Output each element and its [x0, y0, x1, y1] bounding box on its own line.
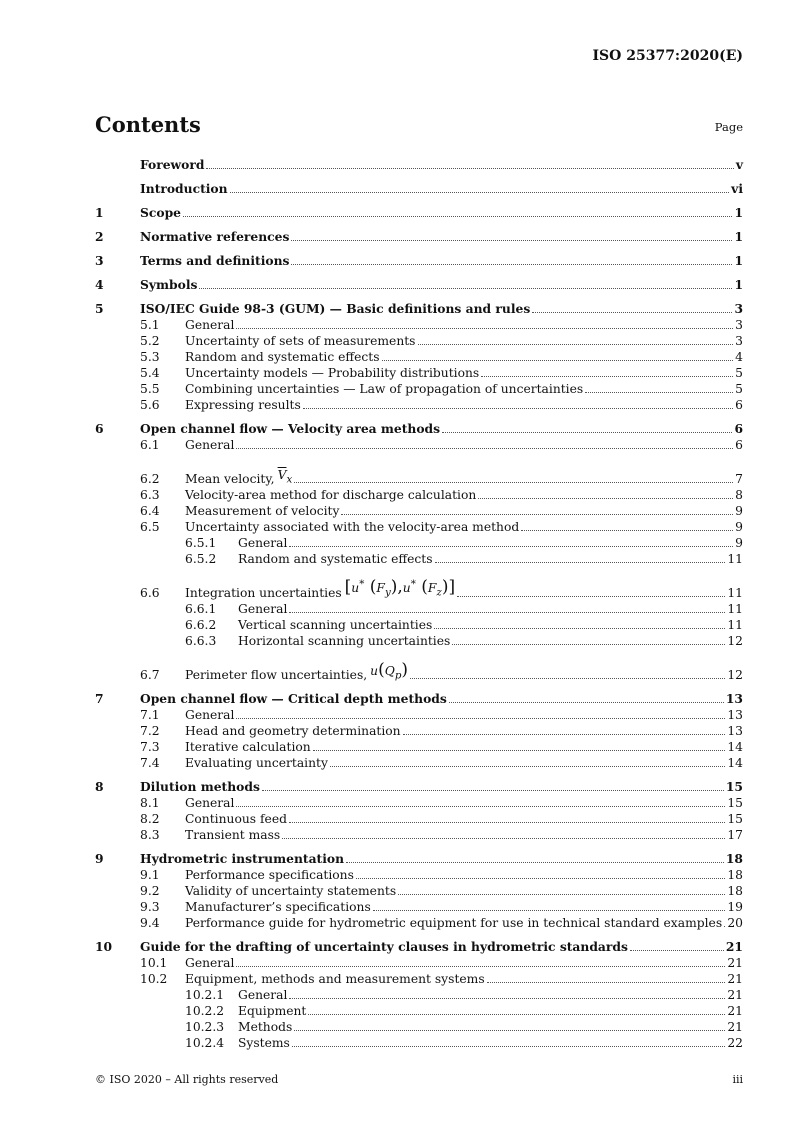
toc-entry-page[interactable]: 14 — [727, 756, 743, 770]
dot-leader — [292, 1046, 725, 1047]
dot-leader — [291, 264, 732, 265]
toc-entry[interactable] — [95, 519, 743, 535]
toc-entry[interactable] — [95, 181, 743, 197]
toc-entry-title[interactable]: Guide for the drafting of uncertainty clauses in hydrometric standards — [140, 939, 628, 954]
toc-entry-title[interactable]: Terms and definitions — [140, 253, 290, 268]
dot-leader — [183, 216, 732, 217]
toc-entry-number: 6.3 — [140, 488, 160, 502]
toc-entry-number: 3 — [95, 253, 104, 268]
toc-entry-title[interactable]: Manufacturer’s specifications — [185, 900, 371, 914]
toc-entry[interactable] — [95, 465, 743, 487]
toc-entry[interactable] — [95, 899, 743, 915]
toc-entry-number: 6.6.3 — [185, 634, 217, 648]
formula-subscript: y — [384, 587, 391, 599]
dot-leader — [313, 750, 726, 751]
toc-entry[interactable] — [95, 487, 743, 503]
toc-entry[interactable] — [95, 1003, 743, 1019]
toc-entry-title[interactable]: Uncertainty models — Probability distributions — [185, 366, 480, 380]
toc-entry-title[interactable]: Measurement of velocity — [185, 504, 340, 518]
toc-entry-title[interactable]: Introduction — [140, 181, 228, 196]
toc-entry-number: 5.2 — [140, 334, 160, 348]
page-title: Contents — [95, 112, 201, 137]
toc-entry-page[interactable]: 15 — [727, 796, 743, 810]
toc-entry-page[interactable]: 1 — [734, 253, 743, 268]
dot-leader — [521, 530, 733, 531]
toc-entry-number: 6.2 — [140, 472, 160, 486]
toc-entry[interactable] — [95, 915, 743, 931]
toc-entry-number: 8.1 — [140, 796, 160, 810]
toc-entry-number: 10.2.4 — [185, 1036, 225, 1050]
table-of-contents — [95, 157, 743, 1051]
toc-entry-page[interactable]: 13 — [725, 691, 743, 706]
toc-entry-page[interactable]: 21 — [725, 939, 743, 954]
toc-entry-number: 9 — [95, 851, 104, 866]
dot-leader — [289, 998, 725, 999]
toc-entry-formula: $u(Q_p)$ — [370, 659, 409, 681]
toc-entry[interactable] — [95, 601, 743, 617]
toc-entry-page[interactable]: 11 — [727, 552, 743, 566]
toc-entry[interactable] — [95, 883, 743, 899]
page-number: iii — [732, 1073, 743, 1086]
toc-entry-number: 6.6.1 — [185, 602, 217, 616]
toc-entry-page[interactable]: 13 — [727, 724, 743, 738]
toc-entry-title[interactable]: Random and systematic effects — [238, 552, 433, 566]
toc-entry-page[interactable]: 18 — [727, 868, 743, 882]
toc-entry-title[interactable]: ISO/IEC Guide 98-3 (GUM) — Basic definitions and rules — [140, 301, 531, 316]
toc-entry-page[interactable]: 20 — [727, 916, 743, 930]
toc-entry-page[interactable]: 21 — [727, 988, 743, 1002]
toc-entry[interactable] — [95, 827, 743, 843]
toc-entry-title[interactable]: Expressing results — [185, 398, 301, 412]
toc-entry-number: 7.3 — [140, 740, 160, 754]
formula-symbol: u — [351, 581, 360, 596]
dot-leader — [410, 678, 725, 679]
toc-entry[interactable] — [95, 661, 743, 683]
toc-entry-page[interactable]: 9 — [735, 520, 743, 534]
toc-entry-number: 6.5 — [140, 520, 160, 534]
toc-entry-title[interactable]: Transient mass — [185, 828, 281, 842]
formula-symbol: u — [370, 663, 379, 678]
dot-leader — [291, 240, 732, 241]
toc-entry-page[interactable]: 6 — [735, 438, 743, 452]
toc-entry-title[interactable]: General — [185, 438, 235, 452]
toc-entry-title[interactable]: Random and systematic effects — [185, 350, 380, 364]
toc-entry-number: 6.6.2 — [185, 618, 217, 632]
toc-entry[interactable] — [95, 381, 743, 397]
toc-entry-page[interactable]: 4 — [735, 350, 743, 364]
toc-entry-page[interactable]: 1 — [734, 205, 743, 220]
dot-leader — [236, 806, 725, 807]
toc-entry-title[interactable]: Continuous feed — [185, 812, 287, 826]
toc-entry-number: 9.3 — [140, 900, 160, 914]
toc-entry-number: 10 — [95, 939, 113, 954]
toc-entry-title[interactable]: Open channel flow — Velocity area methods — [140, 421, 441, 436]
toc-entry-number: 7.1 — [140, 708, 160, 722]
toc-entry-title[interactable]: Hydrometric instrumentation — [140, 851, 345, 866]
dot-leader — [630, 950, 724, 951]
formula-subscript: x — [286, 473, 293, 485]
toc-entry-number: 5 — [95, 301, 104, 316]
copyright-notice: © ISO 2020 – All rights reserved — [95, 1073, 279, 1086]
dot-leader — [289, 822, 725, 823]
dot-leader — [199, 288, 732, 289]
toc-entry[interactable] — [95, 579, 743, 601]
toc-entry[interactable] — [95, 987, 743, 1003]
toc-entry[interactable] — [95, 301, 743, 317]
dot-leader — [532, 312, 732, 313]
toc-entry[interactable] — [95, 349, 743, 365]
toc-entry[interactable] — [95, 867, 743, 883]
toc-entry-title[interactable]: Uncertainty of sets of measurements — [185, 334, 416, 348]
toc-entry-number: 6.5.1 — [185, 536, 217, 550]
toc-entry-page[interactable]: 18 — [725, 851, 743, 866]
toc-entry-title[interactable]: General — [238, 602, 288, 616]
formula-symbol: F — [376, 581, 385, 596]
dot-leader — [262, 790, 724, 791]
toc-entry-title[interactable]: Symbols — [140, 277, 198, 292]
toc-entry-number: 6 — [95, 421, 104, 436]
toc-entry-number: 5.4 — [140, 366, 160, 380]
toc-entry-page[interactable]: 11 — [727, 602, 743, 616]
toc-entry-title[interactable]: Mean velocity, — [185, 472, 275, 486]
toc-entry[interactable] — [95, 633, 743, 649]
toc-entry[interactable] — [95, 707, 743, 723]
toc-entry-number: 10.2.3 — [185, 1020, 225, 1034]
dot-leader — [236, 718, 725, 719]
toc-entry-number: 5.5 — [140, 382, 160, 396]
toc-entry-page[interactable]: 5 — [735, 382, 743, 396]
toc-entry-title[interactable]: Equipment, methods and measurement systems — [185, 972, 485, 986]
toc-entry[interactable] — [95, 939, 743, 955]
toc-entry[interactable] — [95, 205, 743, 221]
toc-entry-title[interactable]: Performance specifications — [185, 868, 354, 882]
toc-entry-title[interactable]: Combining uncertainties — Law of propagation of uncertainties — [185, 382, 584, 396]
formula-symbol: Q — [384, 663, 395, 678]
toc-entry[interactable] — [95, 755, 743, 771]
toc-entry-page[interactable]: 12 — [727, 634, 743, 648]
formula-subscript: z — [436, 587, 442, 599]
toc-entry-page[interactable]: 15 — [725, 779, 743, 794]
toc-entry-page[interactable]: 19 — [727, 900, 743, 914]
toc-entry[interactable] — [95, 333, 743, 349]
toc-entry-title[interactable]: Open channel flow — Critical depth methods — [140, 691, 447, 706]
toc-entry-page[interactable]: 21 — [727, 956, 743, 970]
toc-entry-number: 8 — [95, 779, 104, 794]
toc-entry-page[interactable]: 3 — [735, 334, 743, 348]
dot-leader — [457, 596, 725, 597]
formula-superscript: * — [359, 578, 365, 591]
toc-entry-number: 6.5.2 — [185, 552, 217, 566]
toc-entry-number: 5.1 — [140, 318, 160, 332]
toc-entry-page[interactable]: 8 — [735, 488, 743, 502]
dot-leader — [236, 328, 733, 329]
toc-entry-page[interactable]: 18 — [727, 884, 743, 898]
toc-entry-page[interactable]: 7 — [735, 472, 743, 486]
toc-entry-title[interactable]: Performance guide for hydrometric equipment for use in technical standard examples — [185, 916, 723, 930]
toc-entry-page[interactable]: 1 — [734, 277, 743, 292]
dot-leader — [330, 766, 725, 767]
toc-entry-title[interactable]: Equipment — [238, 1004, 307, 1018]
toc-entry-title[interactable]: General — [238, 536, 288, 550]
toc-entry[interactable] — [95, 971, 743, 987]
toc-entry-title[interactable]: Vertical scanning uncertainties — [238, 618, 433, 632]
toc-entry-number: 6.7 — [140, 668, 160, 682]
dot-leader — [341, 514, 733, 515]
dot-leader — [449, 702, 724, 703]
toc-entry-title[interactable]: Integration uncertainties — [185, 586, 342, 600]
toc-entry-page[interactable]: 1 — [734, 229, 743, 244]
toc-entry-number: 7 — [95, 691, 104, 706]
toc-entry-title[interactable]: Normative references — [140, 229, 290, 244]
toc-entry[interactable] — [95, 1035, 743, 1051]
toc-entry-number: 10.2.1 — [185, 988, 225, 1002]
dot-leader — [487, 982, 726, 983]
dot-leader — [478, 498, 733, 499]
toc-entry[interactable] — [95, 365, 743, 381]
toc-entry-page[interactable]: 9 — [735, 504, 743, 518]
dot-leader — [403, 734, 726, 735]
toc-entry-page[interactable]: 5 — [735, 366, 743, 380]
toc-entry-number: 10.2.2 — [185, 1004, 225, 1018]
toc-entry[interactable] — [95, 277, 743, 293]
toc-entry-page[interactable]: 11 — [727, 586, 743, 600]
toc-entry-title[interactable]: General — [185, 956, 235, 970]
toc-entry-title[interactable]: Uncertainty associated with the velocity-area method — [185, 520, 520, 534]
dot-leader — [282, 838, 725, 839]
toc-entry-page[interactable]: 17 — [727, 828, 743, 842]
document-id: ISO 25377:2020(E) — [592, 48, 743, 64]
toc-entry[interactable] — [95, 723, 743, 739]
toc-entry-formula — [278, 467, 293, 487]
dot-leader — [230, 192, 730, 193]
dot-leader — [398, 894, 725, 895]
toc-entry[interactable] — [95, 157, 743, 173]
toc-entry-page[interactable]: 9 — [735, 536, 743, 550]
dot-leader — [236, 448, 733, 449]
toc-entry-page[interactable]: 15 — [727, 812, 743, 826]
toc-entry[interactable] — [95, 811, 743, 827]
toc-entry-page[interactable]: 6 — [734, 421, 743, 436]
dot-leader — [206, 168, 733, 169]
toc-entry-title[interactable]: Systems — [238, 1036, 290, 1050]
dot-leader — [452, 644, 725, 645]
dot-leader — [382, 360, 734, 361]
toc-entry-number: 2 — [95, 229, 104, 244]
toc-entry-title[interactable]: Dilution methods — [140, 779, 260, 794]
dot-leader — [442, 432, 732, 433]
toc-entry-title[interactable]: Validity of uncertainty statements — [185, 884, 397, 898]
page-column-label: Page — [714, 120, 743, 134]
toc-entry-number: 6.6 — [140, 586, 160, 600]
formula-symbol: $\overline{V}$ — [277, 467, 287, 482]
toc-entry-page[interactable]: 21 — [727, 1020, 743, 1034]
toc-entry-page[interactable]: 3 — [734, 301, 743, 316]
toc-entry-page[interactable]: vi — [731, 181, 743, 196]
dot-leader — [435, 562, 726, 563]
toc-entry-number: 7.4 — [140, 756, 160, 770]
dot-leader — [481, 376, 733, 377]
dot-leader — [289, 612, 725, 613]
dot-leader — [434, 628, 725, 629]
dot-leader — [308, 1014, 725, 1015]
toc-entry-page[interactable]: 22 — [727, 1036, 743, 1050]
toc-entry[interactable] — [95, 229, 743, 245]
toc-entry-title[interactable]: Velocity-area method for discharge calculation — [185, 488, 477, 502]
toc-entry[interactable] — [95, 691, 743, 707]
toc-entry-page[interactable]: 21 — [727, 1004, 743, 1018]
toc-entry-number: 9.2 — [140, 884, 160, 898]
toc-entry[interactable] — [95, 551, 743, 567]
toc-entry[interactable] — [95, 535, 743, 551]
toc-entry-title[interactable]: Evaluating uncertainty — [185, 756, 328, 770]
toc-entry-number: 10.2 — [140, 972, 168, 986]
toc-entry-number: 1 — [95, 205, 104, 220]
toc-entry[interactable] — [95, 503, 743, 519]
formula-symbol: F — [427, 581, 437, 596]
toc-entry-number: 6.1 — [140, 438, 160, 452]
toc-entry-title[interactable]: Head and geometry determination — [185, 724, 401, 738]
dot-leader — [418, 344, 734, 345]
dot-leader — [724, 926, 725, 927]
toc-entry[interactable] — [95, 851, 743, 867]
toc-entry[interactable] — [95, 779, 743, 795]
toc-entry-number: 8.3 — [140, 828, 160, 842]
formula-subscript: p — [394, 669, 402, 681]
toc-entry[interactable] — [95, 795, 743, 811]
toc-entry-page[interactable]: 14 — [727, 740, 743, 754]
toc-entry-number: 9.4 — [140, 916, 160, 930]
toc-entry[interactable] — [95, 1019, 743, 1035]
toc-entry-title[interactable]: Perimeter flow uncertainties, — [185, 668, 368, 682]
toc-entry[interactable] — [95, 437, 743, 453]
toc-entry-formula: [u* $(F_y),u^*$ $(F_z)$] — [344, 577, 456, 599]
toc-entry-page[interactable]: 21 — [727, 972, 743, 986]
toc-entry-page[interactable]: 6 — [735, 398, 743, 412]
toc-entry-title[interactable]: General — [185, 796, 235, 810]
toc-entry-page[interactable]: 11 — [727, 618, 743, 632]
toc-entry-title[interactable]: Scope — [140, 205, 181, 220]
dot-leader — [356, 878, 725, 879]
toc-entry-title[interactable]: General — [185, 708, 235, 722]
formula-superscript: * — [410, 578, 416, 591]
toc-entry-page[interactable]: 3 — [735, 318, 743, 332]
dot-leader — [236, 966, 725, 967]
dot-leader — [289, 546, 733, 547]
toc-entry-number: 8.2 — [140, 812, 160, 826]
toc-entry-number: 5.3 — [140, 350, 160, 364]
toc-entry-page[interactable]: 13 — [727, 708, 743, 722]
dot-leader — [346, 862, 724, 863]
toc-entry-title[interactable]: Methods — [238, 1020, 293, 1034]
toc-entry[interactable] — [95, 253, 743, 269]
toc-entry[interactable] — [95, 739, 743, 755]
formula-symbol: u — [402, 581, 411, 596]
toc-entry-title[interactable]: Foreword — [140, 157, 205, 172]
dot-leader — [585, 392, 733, 393]
toc-entry-number: 6.4 — [140, 504, 160, 518]
dot-leader — [294, 482, 733, 483]
toc-entry-title[interactable]: Iterative calculation — [185, 740, 311, 754]
toc-entry[interactable] — [95, 421, 743, 437]
toc-entry-title[interactable]: General — [185, 318, 235, 332]
toc-entry-title[interactable]: Horizontal scanning uncertainties — [238, 634, 451, 648]
toc-entry[interactable] — [95, 317, 743, 333]
toc-entry-number: 9.1 — [140, 868, 160, 882]
toc-entry-title[interactable]: General — [238, 988, 288, 1002]
toc-entry-number: 5.6 — [140, 398, 160, 412]
dot-leader — [373, 910, 726, 911]
toc-entry-page[interactable]: 12 — [727, 668, 743, 682]
toc-entry-number: 10.1 — [140, 956, 168, 970]
dot-leader — [294, 1030, 725, 1031]
toc-entry[interactable] — [95, 397, 743, 413]
toc-entry-number: 7.2 — [140, 724, 160, 738]
toc-entry[interactable] — [95, 955, 743, 971]
dot-leader — [303, 408, 733, 409]
toc-entry-number: 4 — [95, 277, 104, 292]
toc-entry[interactable] — [95, 617, 743, 633]
toc-entry-page[interactable]: v — [735, 157, 743, 172]
